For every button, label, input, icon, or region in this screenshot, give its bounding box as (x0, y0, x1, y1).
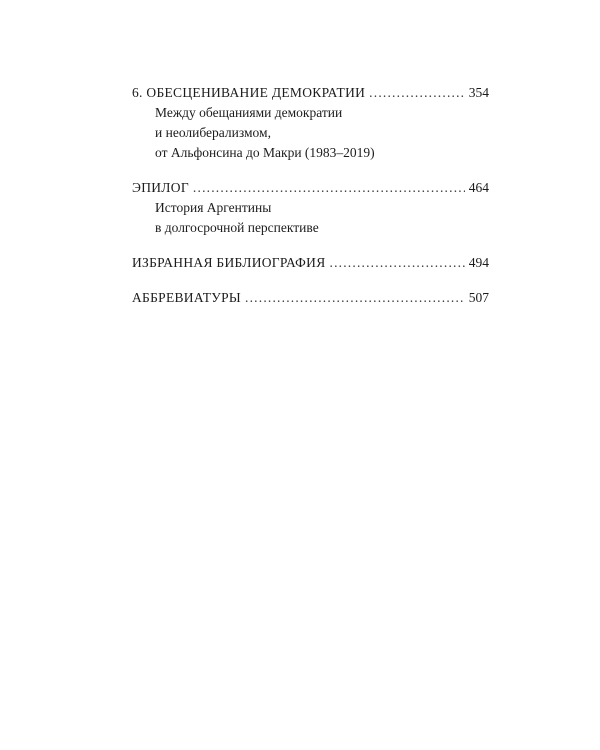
toc-entry-title: ИЗБРАННАЯ БИБЛИОГРАФИЯ (132, 255, 326, 270)
toc-entry-page-number: 464 (468, 180, 489, 195)
toc-entry-epilogue[interactable] (132, 178, 489, 238)
subtitle-line: от Альфонсина до Макри (1983–2019) (155, 145, 375, 160)
dot-leader (369, 83, 465, 103)
toc-entry-selected-bibliography[interactable] (132, 253, 489, 273)
toc-entry-devaluation-of-democracy[interactable] (132, 83, 489, 163)
dot-leader (193, 178, 465, 198)
subtitle-line: История Аргентины (155, 200, 272, 215)
dot-leader (245, 288, 465, 308)
toc-entry-line (132, 83, 489, 103)
table-of-contents (132, 83, 489, 323)
toc-entry-line (132, 253, 489, 273)
toc-entry-title: 6. ОБЕСЦЕНИВАНИЕ ДЕМОКРАТИИ (132, 85, 366, 100)
toc-entry-subtitle (132, 103, 489, 163)
toc-entry-line (132, 178, 489, 198)
toc-entry-page-number: 354 (468, 85, 489, 100)
toc-entry-page-number: 494 (468, 255, 489, 270)
toc-entry-page-number: 507 (468, 290, 489, 305)
subtitle-line: и неолиберализмом, (155, 125, 271, 140)
toc-entry-abbreviations[interactable] (132, 288, 489, 308)
toc-entry-line (132, 288, 489, 308)
toc-entry-title: АББРЕВИАТУРЫ (132, 290, 242, 305)
dot-leader (330, 253, 465, 273)
toc-entry-subtitle (132, 198, 489, 238)
toc-entry-title: ЭПИЛОГ (132, 180, 189, 195)
subtitle-line: Между обещаниями демократии (155, 105, 343, 120)
subtitle-line: в долгосрочной перспективе (155, 220, 319, 235)
